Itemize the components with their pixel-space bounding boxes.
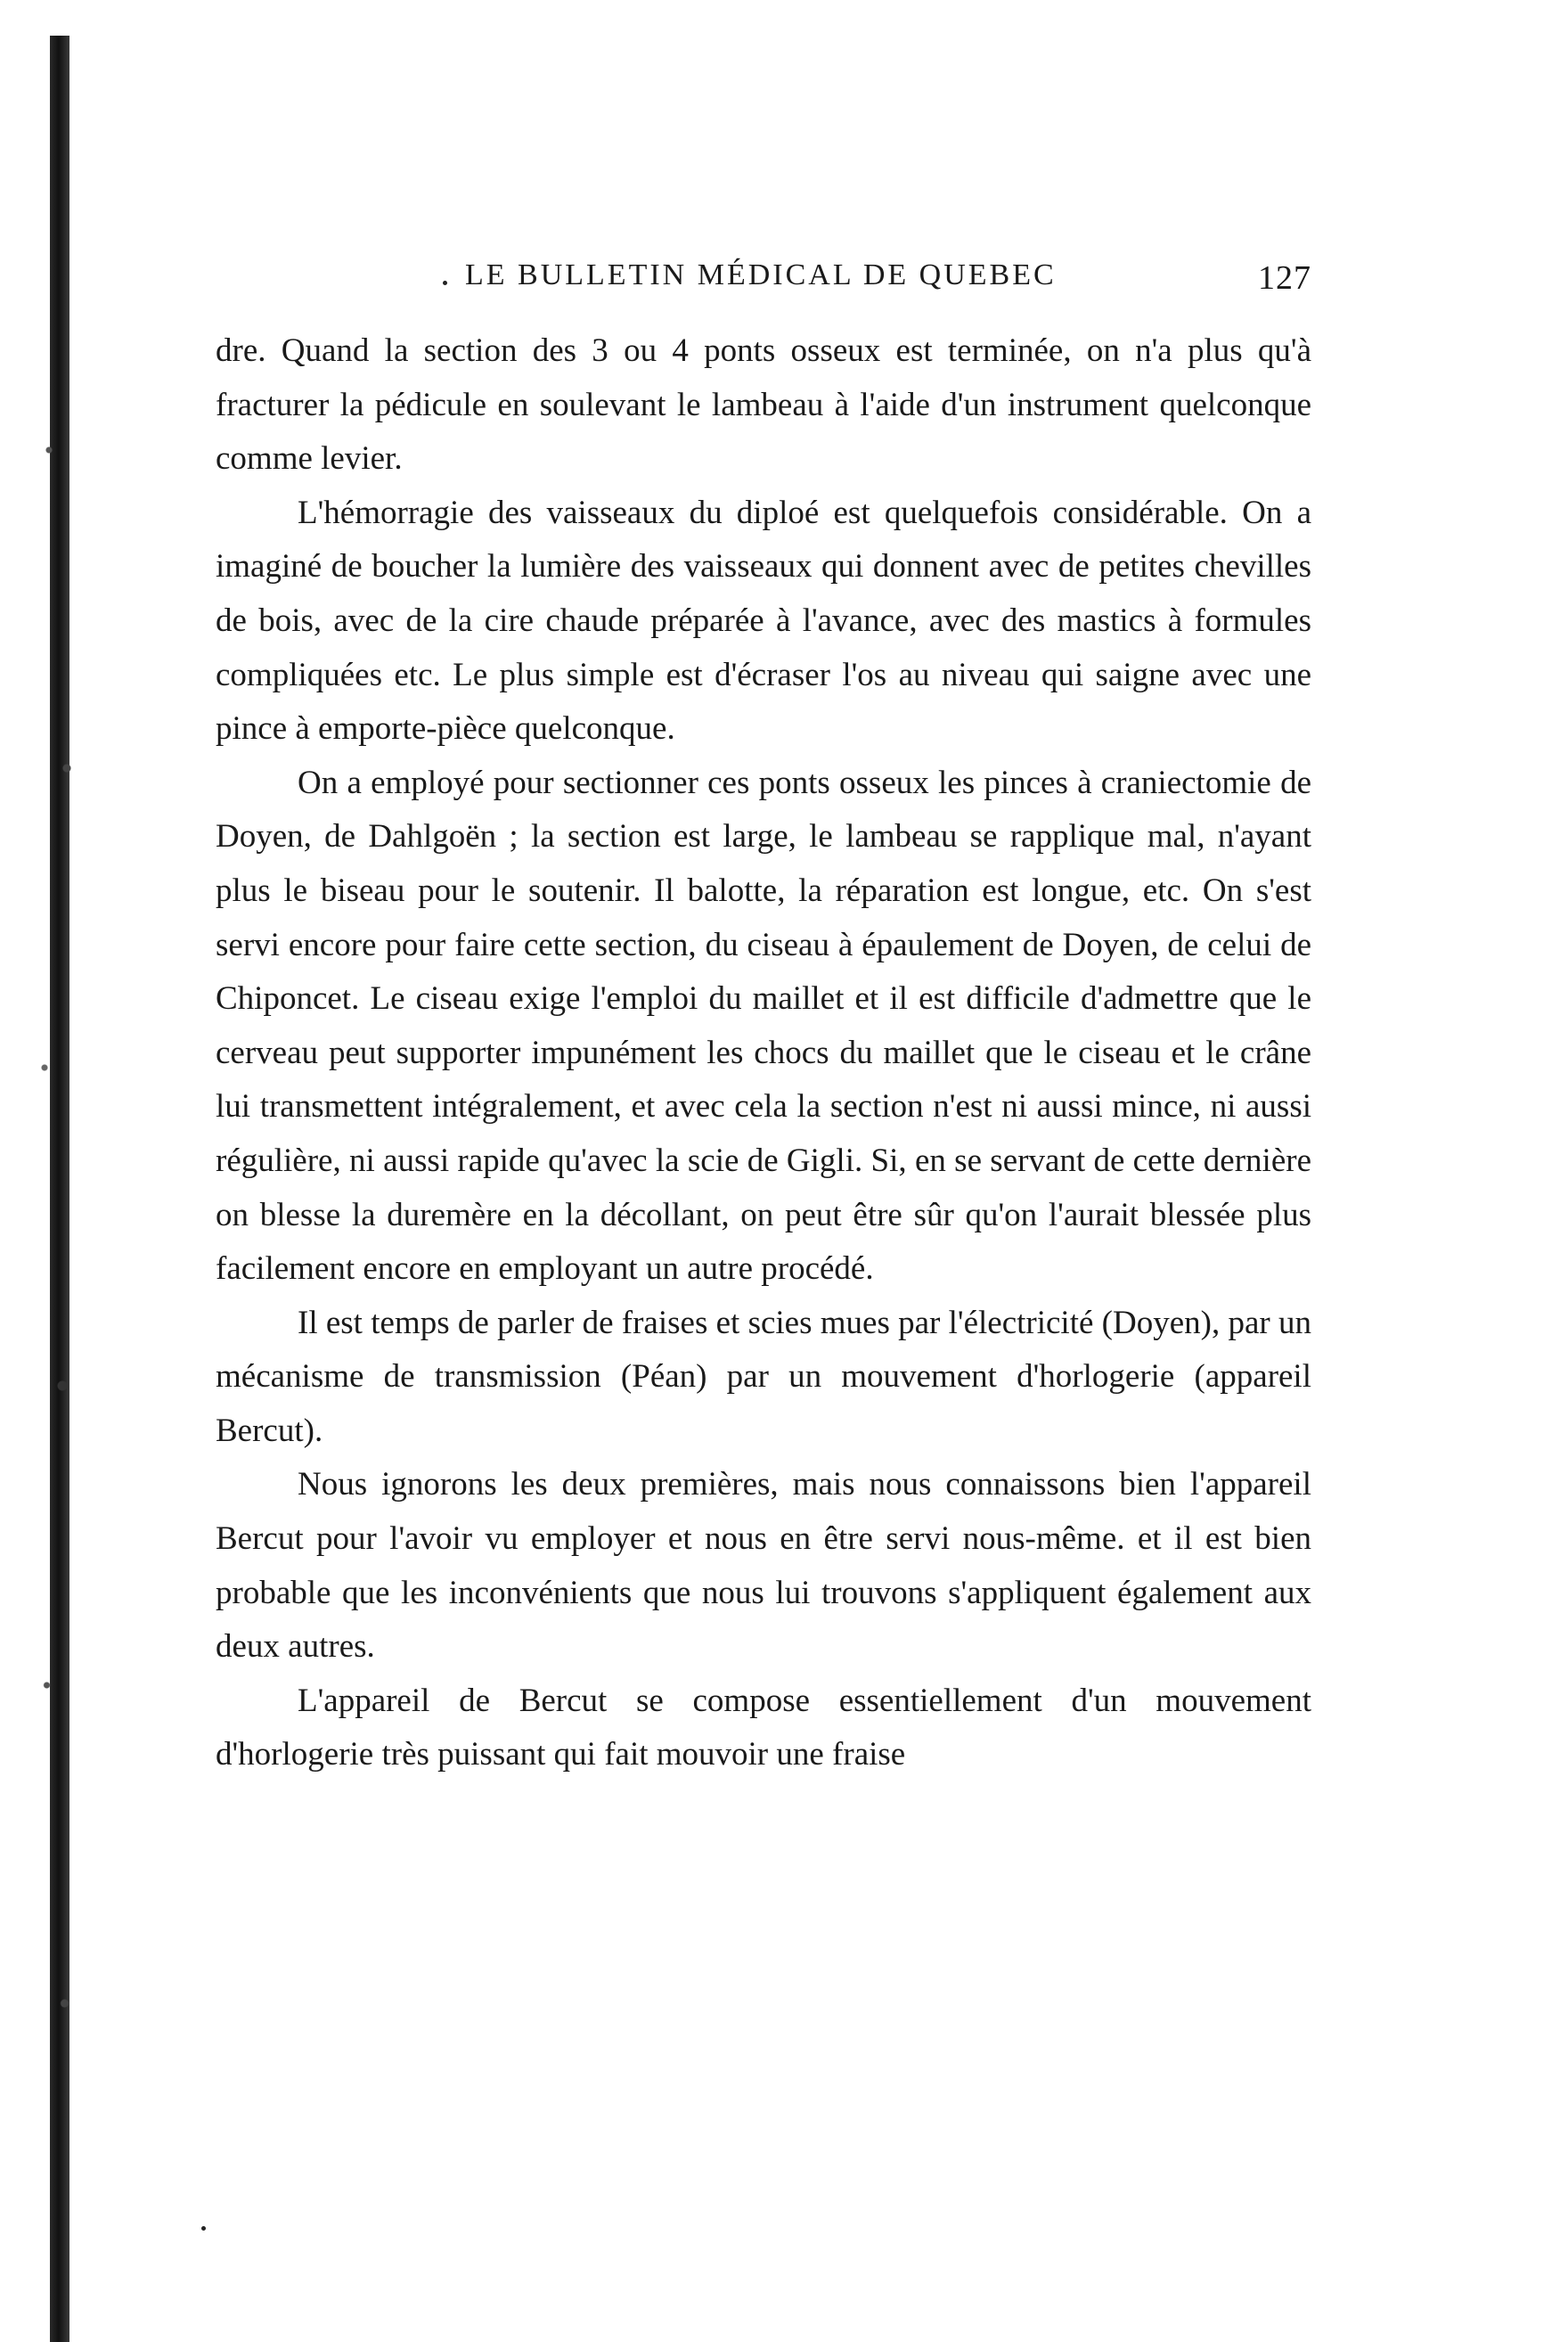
page-number: 127 — [1258, 259, 1311, 297]
paragraph-bercut-device: Nous ignorons les deux premières, mais nous connaissons bien l'appareil Bercut pour l'avoir vu employer et nous en être servi nous-même. et il est bien probable que les inconvénients que nous lui trouvons s'appliquent également aux deux autres. — [216, 1466, 1311, 1666]
binding-specks — [36, 356, 80, 2228]
book-page — [216, 258, 1311, 1782]
paragraph-craniectomy-pliers: On a employé pour sectionner ces ponts osseux les pinces à craniectomie de Doyen, de Dahlgoën ; la section est large, le lambeau se rapplique mal, n'ayant plus le biseau pour le soutenir. Il balotte, la réparation est longue, etc. On s'est servi encore pour faire cette section, du ciseau à épaulement de Doyen, de celui de Chiponcet. Le ciseau exige l'emploi du maillet et il est difficile d'admettre que le cerveau peut supporter impunément les chocs du maillet que le ciseau et le crâne lui transmettent intégralement, et avec cela la section n'est ni aussi mince, ni aussi régulière, ni aussi rapide qu'avec la scie de Gigli. Si, en se servant de cette dernière on blesse la duremère en la décollant, on peut être sûr qu'on l'aurait blessée plus facilement encore en employant un autre procédé. — [216, 764, 1311, 1288]
paragraph-continuation: dre. Quand la section des 3 ou 4 ponts osseux est terminée, on n'a plus qu'à fracturer la pédicule en soulevant le lambeau à l'aide d'un instrument quelconque comme levier. — [216, 332, 1311, 478]
paragraph-hemorrhage: L'hémorragie des vaisseaux du diploé est quelquefois considérable. On a imaginé de boucher la lumière des vaisseaux qui donnent avec de petites chevilles de bois, avec de la cire chaude préparée à l'avance, avec des mastics à formules compliquées etc. Le plus simple est d'écraser l'os au niveau qui saigne avec une pince à emporte-pièce quelconque. — [216, 494, 1311, 748]
margin-dot-mark — [201, 2226, 206, 2231]
running-title: LE BULLETIN MÉDICAL DE QUEBEC — [465, 258, 1057, 291]
body-text — [216, 324, 1311, 1782]
running-head — [216, 258, 1311, 308]
paragraph-powered-saws: Il est temps de parler de fraises et scies mues par l'électricité (Doyen), par un mécanisme de transmission (Péan) par un mouvement d'horlogerie (appareil Bercut). — [216, 1304, 1311, 1449]
paragraph-bercut-mechanism: L'appareil de Bercut se compose essentiellement d'un mouvement d'horlogerie très puissant qui fait mouvoir une fraise — [216, 1682, 1311, 1773]
